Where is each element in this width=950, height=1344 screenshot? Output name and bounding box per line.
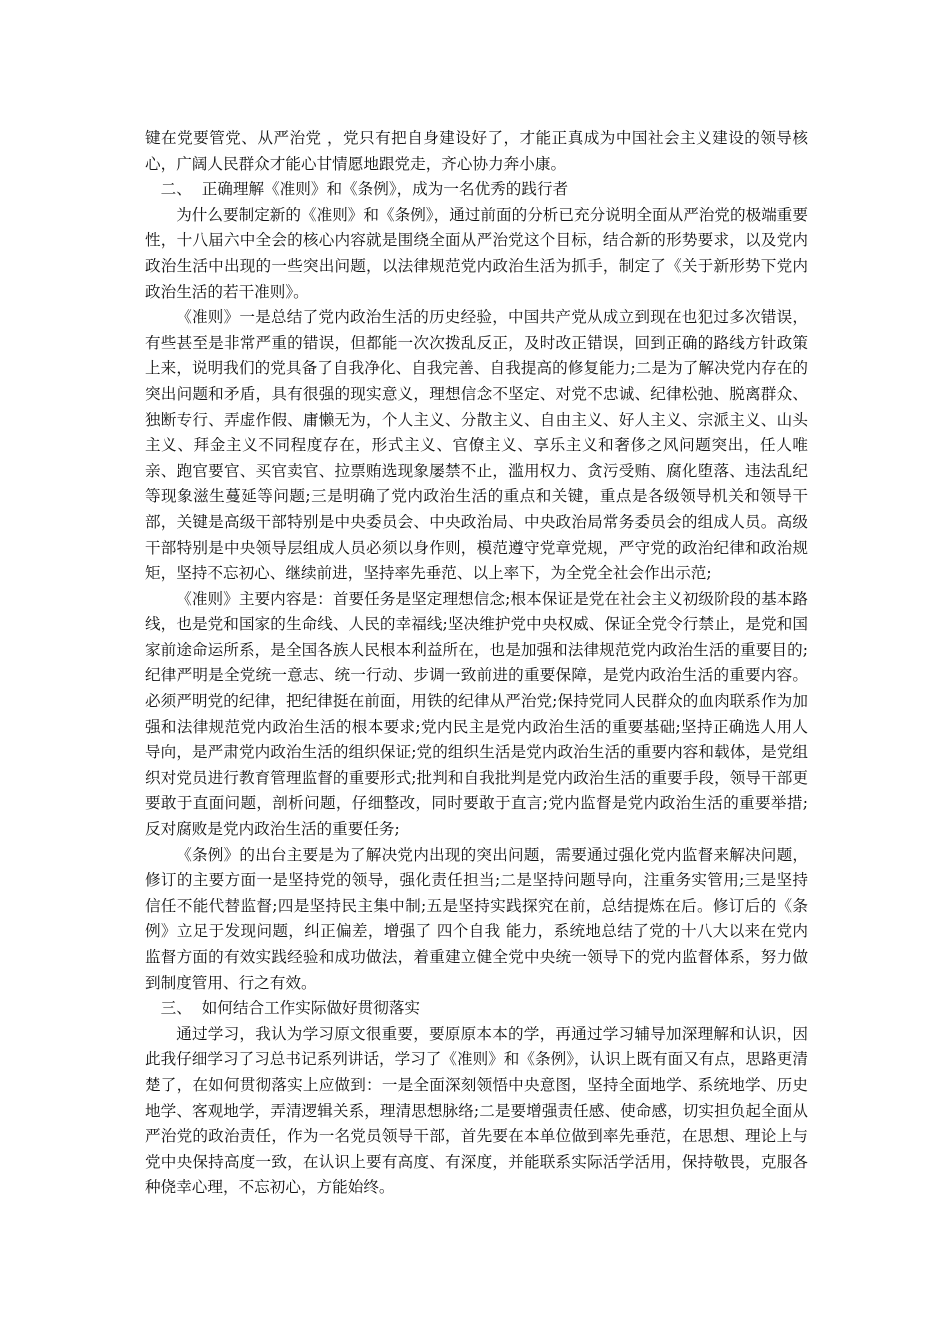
- paragraph-implementation: 通过学习，我认为学习原文很重要，要原原本本的学，再通过学习辅导加深理解和认识，因此我仔细学习了习总书记系列讲话，学习了《准则》和《条例》，认识上既有面又有点，思路更清楚了，在如何贯彻落实上应做到：一是全面深刻领悟中央意图，坚持全面地学、系统地学、历史地学、客观地学，弄清逻辑关系，理清思想脉络;二是要增强责任感、使命感，切实担负起全面从严治党的政治责任，作为一名党员领导干部，首先要在本单位做到率先垂范，在思想、理论上与党中央保持高度一致，在认识上要有高度、有深度，并能联系实际活学活用，保持敬畏，克服各种侥幸心理，不忘初心，方能始终。: [145, 1024, 808, 1197]
- paragraph-continuation: 键在党要管党、从严治党 ，党只有把自身建设好了，才能正真成为中国社会主义建设的领导核心，广阔人民群众才能心甘情愿地跟党走，齐心协力奔小康。: [145, 129, 808, 173]
- section-heading-two: 二、 正确理解《准则》和《条例》，成为一名优秀的践行者: [160, 180, 569, 199]
- paragraph-rules-content: 《准则》主要内容是：首要任务是坚定理想信念;根本保证是党在社会主义初级阶段的基本路线，也是党和国家的生命线、人民的幸福线;坚决维护党中央权威、保证全党令行禁止，是党和国家前途命运所系，是全国各族人民根本利益所在，也是加强和法律规范党内政治生活的重要目的;纪律严明是全党统一意志、统一行动、步调一致前进的重要保障，是党内政治生活的重要内容。必须严明党的纪律，把纪律挺在前面，用铁的纪律从严治党;保持党同人民群众的血肉联系作为加强和法律规范党内政治生活的根本要求;党内民主是党内政治生活的重要基础;坚持正确选人用人导向，是严肃党内政治生活的组织保证;党的组织生活是党内政治生活的重要内容和载体，是党组织对党员进行教育管理监督的重要形式;批判和自我批判是党内政治生活的重要手段，领导干部更要敢于直面问题，剖析问题，仔细整改，同时要敢于直言;党内监督是党内政治生活的重要举措;反对腐败是党内政治生活的重要任务;: [145, 589, 808, 839]
- section-heading-three: 三、 如何结合工作实际做好贯彻落实: [160, 999, 421, 1018]
- paragraph-why-new-rules: 为什么要制定新的《准则》和《条例》，通过前面的分析已充分说明全面从严治党的极端重要性，十八届六中全会的核心内容就是围绕全面从严治党这个目标，结合新的形势要求，以及党内政治生活中出现的一些突出问题，以法律规范党内政治生活为抓手，制定了《关于新形势下党内政治生活的若干准则》。: [145, 205, 808, 301]
- paragraph-rules-summary: 《准则》一是总结了党内政治生活的历史经验，中国共产党从成立到现在也犯过多次错误，有些甚至是非常严重的错误，但都能一次次拨乱反正，及时改正错误，回到正确的路线方针政策上来，说明我们的党具备了自我净化、自我完善、自我提高的修复能力;二是为了解决党内存在的突出问题和矛盾，具有很强的现实意义，理想信念不坚定、对党不忠诚、纪律松弛、脱离群众、独断专行、弄虚作假、庸懒无为，个人主义、分散主义、自由主义、好人主义、宗派主义、山头主义、拜金主义不同程度存在，形式主义、官僚主义、享乐主义和奢侈之风问题突出，任人唯亲、跑官要官、买官卖官、拉票贿选现象屡禁不止，滥用权力、贪污受贿、腐化堕落、违法乱纪等现象滋生蔓延等问题;三是明确了党内政治生活的重点和关键，重点是各级领导机关和领导干部，关键是高级干部特别是中央委员会、中央政治局、中央政治局常务委员会的组成人员。高级干部特别是中央领导层组成人员必须以身作则，模范遵守党章党规，严守党的政治纪律和政治规矩，坚持不忘初心、继续前进，坚持率先垂范、以上率下，为全党全社会作出示范;: [145, 308, 808, 583]
- document-page: [145, 126, 808, 1201]
- paragraph-regulations: 《条例》的出台主要是为了解决党内出现的突出问题，需要通过强化党内监督来解决问题，修订的主要方面一是坚持党的领导，强化责任担当;二是坚持问题导向，注重务实管用;三是坚持信任不能代替监督;四是坚持民主集中制;五是坚持实践探究在前，总结提炼在后。修订后的《条例》立足于发现问题，纠正偏差，增强了 四个自我 能力，系统地总结了党的十八大以来在党内监督方面的有效实践经验和成功做法，着重建立健全党中央统一领导下的党内监督体系，努力做到制度管用、行之有效。: [145, 845, 808, 992]
